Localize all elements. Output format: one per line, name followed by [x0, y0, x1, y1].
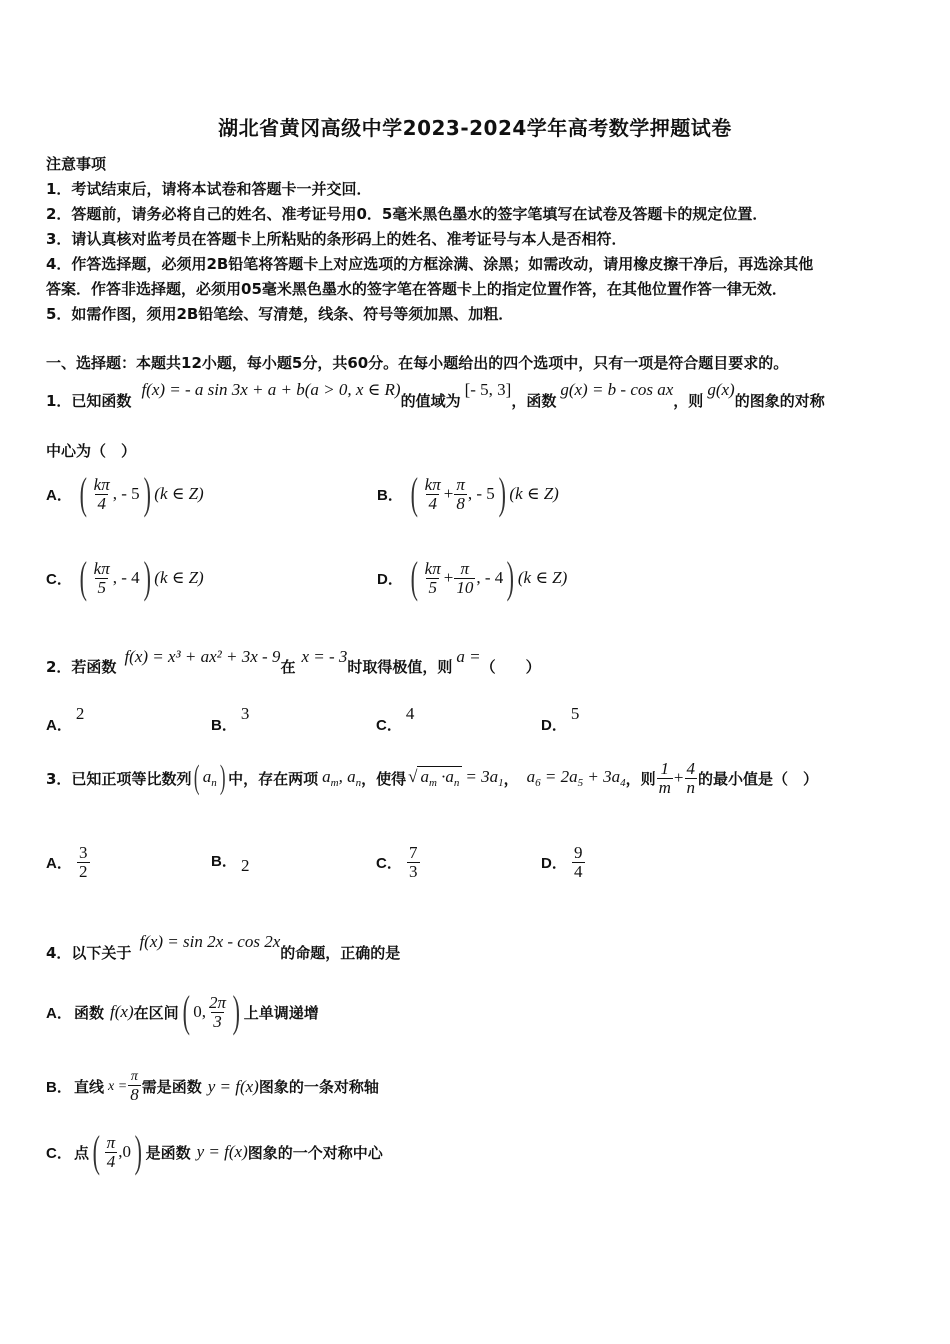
- q3-sqrt: √ $a_m \cdot a_n$: [408, 767, 462, 789]
- q3-option-d[interactable]: [541, 844, 586, 881]
- q1-function-f: f(x) = - a sin 3x + a + b(a > 0, x ∈ R): [141, 379, 401, 399]
- right-paren: ): [498, 469, 506, 518]
- question-3-stem: [46, 760, 818, 797]
- q4-function: f(x) = sin 2x - cos 2x: [139, 931, 281, 951]
- left-paren: (: [410, 553, 418, 602]
- q1-text: ，则: [673, 392, 704, 410]
- function-ref: y = f(x): [207, 1076, 259, 1096]
- q2-x-value: x = - 3: [301, 646, 348, 666]
- fraction: $\frac{k\pi}{5}$: [93, 558, 110, 597]
- fraction: $\frac{\pi}{8}$: [130, 1069, 139, 1104]
- option-text: 在区间: [133, 1003, 179, 1022]
- q3-text: ，则: [625, 769, 656, 788]
- option-text: 图象的一条对称轴: [258, 1078, 379, 1097]
- option-label: D．: [377, 570, 403, 588]
- q1-function-g-ref: g(x): [707, 379, 735, 399]
- option-value: 2: [241, 856, 250, 875]
- fraction: $\frac{4}{n}$: [686, 759, 695, 797]
- option-label: A．: [46, 486, 72, 504]
- q3-option-c[interactable]: [376, 844, 421, 881]
- right-paren: ): [143, 553, 151, 602]
- option-text: 上单调递增: [243, 1003, 319, 1022]
- interval-left: 0,: [193, 1002, 207, 1021]
- coordinate-y: , - 5: [467, 484, 495, 503]
- option-label: D．: [541, 854, 567, 872]
- question-4-stem: [46, 926, 400, 963]
- fraction: $\frac{k\pi}{4}$: [93, 474, 110, 513]
- q1-option-a[interactable]: [46, 469, 204, 518]
- q2-option-c[interactable]: [376, 700, 414, 735]
- fraction: $\frac{\pi}{8}$: [456, 474, 465, 513]
- q4-number: 4．以下关于: [46, 944, 132, 962]
- q3-sequence: $a_n$: [202, 767, 217, 790]
- coordinate-y: , - 4: [476, 568, 504, 587]
- q3-option-a[interactable]: [46, 844, 91, 881]
- option-text: 需是函数: [141, 1078, 202, 1097]
- note-item: 3．请认真核对监考员在答题卡上所粘贴的条形码上的姓名、准考证号与本人是否相符．: [46, 230, 627, 248]
- option-text: 直线: [74, 1078, 105, 1097]
- right-paren: ): [232, 987, 241, 1036]
- domain-condition: (k ∈ Z): [509, 484, 559, 503]
- q4-option-a[interactable]: [46, 987, 319, 1036]
- fraction: $\frac{\pi}{4}$: [106, 1132, 116, 1171]
- plus-sign: +: [673, 768, 684, 788]
- q1-text: ，函数: [511, 392, 557, 410]
- note-item: 1．考试结束后，请将本试卷和答题卡一并交回．: [46, 180, 372, 198]
- question-2-stem: [46, 642, 541, 677]
- q2-number: 2．若函数: [46, 658, 117, 676]
- option-value: 5: [570, 703, 580, 723]
- option-value: 4: [405, 703, 415, 723]
- q1-text: 的值域为: [400, 392, 461, 410]
- q2-text: （ ）: [480, 658, 541, 676]
- q1-function-g: g(x) = b - cos ax: [560, 379, 674, 399]
- option-label: B．: [211, 717, 237, 734]
- option-label: A．: [46, 854, 72, 872]
- fraction: $\frac{2\pi}{3}$: [209, 992, 227, 1031]
- domain-condition: (k ∈ Z): [154, 568, 204, 587]
- q2-text: 时取得极值，则: [347, 658, 453, 676]
- question-1-stem: [46, 376, 825, 411]
- note-item: 5．如需作图，须用2B铅笔绘、写清楚，线条、符号等须加黑、加粗．: [46, 305, 514, 323]
- coordinate-y: , - 5: [112, 484, 140, 503]
- option-label: B．: [211, 852, 237, 870]
- fraction: $\frac{\pi}{10}$: [456, 558, 474, 597]
- right-paren: ): [143, 469, 151, 518]
- domain-condition: (k ∈ Z): [517, 568, 568, 587]
- option-label: C．: [376, 854, 402, 872]
- fraction: $\frac{1}{m}$: [658, 759, 671, 797]
- left-brace: (: [194, 759, 200, 797]
- notes-heading: 注意事项: [46, 155, 107, 173]
- left-paren: (: [410, 469, 418, 518]
- q1-option-c[interactable]: [46, 553, 204, 602]
- left-paren: (: [79, 469, 87, 518]
- q3-text: 的最小值是（ ）: [698, 769, 819, 788]
- plus-sign: +: [443, 484, 454, 503]
- q3-number: 3．已知正项等比数列: [46, 769, 192, 788]
- note-item: 4．作答选择题，必须用2B铅笔将答题卡上对应选项的方框涂满、涂黑；如需改动，请用橡皮擦干净后，再选涂其他: [46, 255, 814, 273]
- function-ref: f(x): [110, 1002, 134, 1021]
- option-text: 是函数: [145, 1143, 191, 1162]
- q2-text: 在: [280, 658, 296, 676]
- left-paren: (: [92, 1127, 101, 1176]
- option-label: B．: [377, 486, 403, 504]
- q2-option-d[interactable]: [541, 700, 579, 735]
- q4-option-c[interactable]: [46, 1127, 383, 1176]
- option-label: C．: [376, 717, 402, 734]
- q1-option-b[interactable]: [377, 469, 559, 518]
- coordinate-y: , - 4: [112, 568, 140, 587]
- option-text: 点: [74, 1143, 90, 1162]
- q3-terms: $a_m$, $a_n$: [322, 767, 362, 790]
- q3-eq1: = $3a_1$: [465, 767, 504, 790]
- q3-text: ，使得: [361, 769, 407, 788]
- option-label: C．: [46, 1144, 72, 1162]
- fraction: $\frac{k\pi}{4}$: [424, 474, 441, 513]
- left-paren: (: [79, 553, 87, 602]
- note-item: 答案．作答非选择题，必须用05毫米黑色墨水的签字笔在答题卡上的指定位置作答，在其他位置作答一律无效．: [46, 280, 787, 298]
- option-label: A．: [46, 1004, 72, 1022]
- page-title: 湖北省黄冈高级中学2023-2024学年高考数学押题试卷: [218, 116, 732, 140]
- plus-sign: +: [443, 568, 454, 587]
- note-item: 2．答题前，请务必将自己的姓名、准考证号用0．5毫米黑色墨水的签字笔填写在试卷及答题卡的规定位置．: [46, 205, 768, 223]
- domain-condition: (k ∈ Z): [154, 484, 204, 503]
- q2-function: f(x) = x³ + ax² + 3x - 9: [124, 646, 281, 666]
- option-value: 2: [75, 703, 85, 723]
- q4-text: 的命题，正确的是: [280, 944, 401, 962]
- option-label: A．: [46, 717, 72, 734]
- option-text: 图象的一个对称中心: [247, 1143, 383, 1162]
- fraction: $\frac{3}{2}$: [79, 843, 88, 881]
- option-label: B．: [46, 1079, 72, 1097]
- function-ref: y = f(x): [196, 1142, 248, 1161]
- q3-eq2: $a_6 = 2a_5 + 3a_4$: [526, 767, 626, 790]
- option-label: D．: [541, 717, 567, 734]
- q1-text: 中心为（ ）: [46, 442, 137, 460]
- section-heading: 一、选择题：本题共12小题，每小题5分，共60分。在每小题给出的四个选项中，只有一项是符合题目要求的。: [46, 354, 789, 372]
- q4-option-b[interactable]: [46, 1070, 379, 1104]
- q1-number: 1．已知函数: [46, 392, 132, 410]
- point-y: ,0: [118, 1142, 131, 1161]
- option-value: 3: [240, 703, 250, 723]
- option-text: 函数: [74, 1003, 105, 1022]
- left-paren: (: [182, 987, 190, 1036]
- q2-a-equals: a =: [456, 646, 481, 666]
- fraction: $\frac{k\pi}{5}$: [424, 558, 441, 597]
- q1-range: [- 5, 3]: [464, 379, 512, 399]
- fraction: $\frac{9}{4}$: [574, 843, 583, 881]
- right-paren: ): [506, 553, 515, 602]
- option-label: C．: [46, 570, 72, 588]
- fraction: $\frac{7}{3}$: [409, 843, 418, 881]
- q1-option-d[interactable]: [377, 553, 568, 602]
- q3-text: 中，存在两项: [228, 769, 319, 788]
- q3-text: ，: [503, 769, 519, 788]
- line-eq: x =: [108, 1078, 128, 1094]
- right-brace: ): [219, 759, 226, 797]
- q2-option-b[interactable]: [211, 700, 249, 735]
- q3-option-b[interactable]: [211, 844, 250, 876]
- q1-text: 的图象的对称: [734, 392, 825, 410]
- right-paren: ): [134, 1127, 142, 1176]
- q2-option-a[interactable]: [46, 700, 84, 735]
